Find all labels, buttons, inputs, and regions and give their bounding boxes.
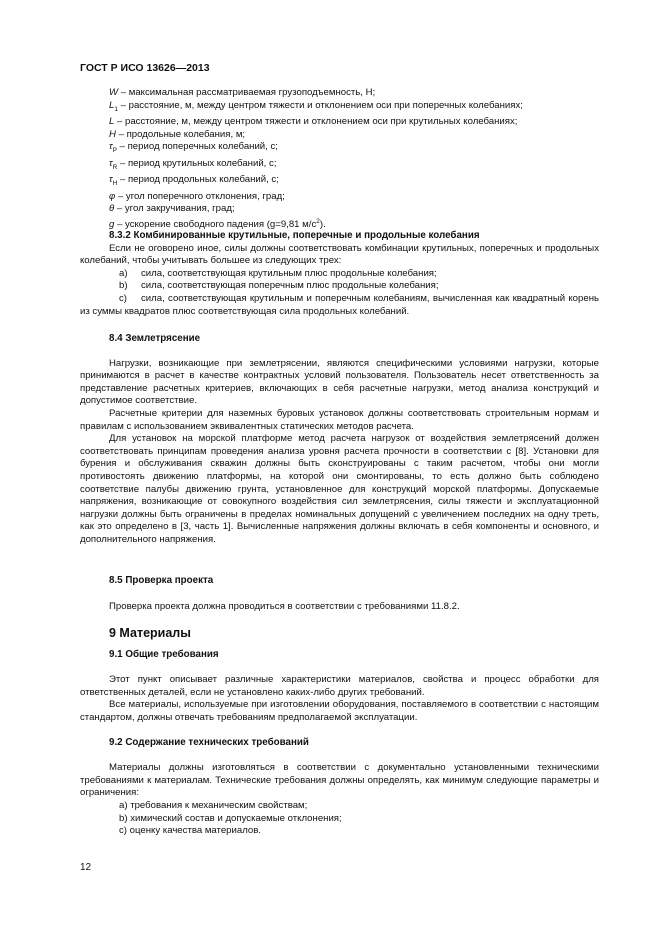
section-8-4 (80, 333, 599, 547)
variable-item: $\tau_H$ – период продольных колебаний, с; (109, 174, 279, 188)
paragraph: Материалы должны изготовляться в соответствии с документально установленными техническими требованиями к материалам. Технические требования должны определять, как минимум следующие параметры и ограничения: (80, 762, 599, 799)
variable-item: H – продольные колебания, м; (109, 128, 246, 140)
page-number: 12 (80, 862, 92, 873)
list-item: b) химический состав и допускаемые отклонения; (119, 812, 342, 824)
section-8-3-2 (80, 230, 599, 318)
list-item: b) сила, соответствующая поперечным плюс продольные колебания; (119, 280, 439, 292)
paragraph: Расчетные критерии для наземных буровых установок должны соответствовать строительным нормам и правилам с использованием эквивалентных статических методов расчета. (80, 407, 599, 432)
list-item: а) сила, соответствующая крутильным плюс продольные колебания; (119, 267, 437, 279)
paragraph: Проверка проекта должна проводиться в соответствии с требованиями 11.8.2. (109, 600, 460, 612)
variable-item: g – ускорение свободного падения (g=9,81 $м/с^2$). (109, 217, 326, 231)
variable-item: W – максимальная рассматриваемая грузоподъемность, Н; (109, 87, 376, 98)
paragraph: Если не оговорено иное, силы должны соответствовать комбинации крутильных, поперечных и продольных колебаний, чтобы учитывать большее из следующих трех: (80, 242, 599, 267)
list-item: c) оценку качества материалов. (119, 825, 262, 837)
section-heading: 8.5 Проверка проекта (109, 575, 214, 586)
paragraph: Этот пункт описывает различные характеристики материалов, свойства и процесс обработки для ответственных деталей, если не установлено каких-либо других требований. (80, 674, 599, 698)
section-heading: 8.4 Землетрясение (109, 333, 201, 344)
paragraph: Нагрузки, возникающие при землетрясении, являются специфическими условиями нагрузки, которые принимаются в расчет в качестве контрактных условий пользователя. Пользователь несет ответственность за представление расчетных критериев, включающих в себя расчетные нагрузки, метод анализа конструкций и допустимое соответствие. (80, 357, 599, 407)
paragraph: Все материалы, используемые при изготовлении оборудования, поставляемого в соответствии с настоящим стандартом, должны отвечать требованиям предполагаемой эксплуатации. (80, 699, 599, 723)
section-heading: 8.3.2 Комбинированные крутильные, поперечные и продольные колебания (109, 230, 480, 241)
section-8-5 (80, 575, 599, 613)
variable-item: L – расстояние, м, между центром тяжести и отклонением оси при крутильных колебаниях; (109, 116, 518, 128)
section-9 (80, 627, 599, 838)
variable-item: $\tau_P$ – период поперечных колебаний, с; (109, 141, 278, 155)
standard-header: ГОСТ Р ИСО 13626—2013 (80, 62, 210, 74)
list-item: а) требования к механическим свойствам; (119, 799, 308, 811)
variable-item: $L_1$ – расстояние, м, между центром тяжести и отклонением оси при поперечных колебаниях; (109, 99, 523, 113)
variable-item: θ – угол закручивания, град; (109, 203, 235, 215)
list-item: c) сила, соответствующая крутильным и поперечным колебаниям, вычисленная как квадратный корень из суммы квадратов плюс соответствующая сила продольных колебаний. (80, 292, 599, 317)
variable-item: $\tau_R$ – период крутильных колебаний, с; (109, 157, 277, 171)
section-heading: 9.2 Содержание технических требований (109, 736, 309, 748)
section-heading: 9.1 Общие требования (109, 648, 219, 660)
variable-list (80, 87, 599, 232)
chapter-heading: 9 Материалы (109, 626, 191, 640)
paragraph: Для установок на морской платформе метод расчета нагрузок от воздействия землетрясений должен соответствовать принципам проведения анализа уровня расчета прочности в соответствии с [8]. Установки для бурения и обслуживания скважин должны быть сконструированы с таким расчетом, чтобы они могли противостоять движению платформы, на которой они смонтированы, то есть должно быть соблюдено соответствие палубы движению грунта, установленное для конструкций морской платформы. Допускаемые напряжения, возникающие от совокупного воздействия сил землетрясения, силы тяжести и эксплуатационной нагрузки должны быть ограничены в пределах номинальных допущений с увеличением последних на одну треть, как это определено в [3, часть 1]. Вычисленные напряжения должны включать в себя компоненты и основного, и дополнительного напряжения. (80, 433, 599, 545)
variable-item: φ – угол поперечного отклонения, град; (109, 190, 285, 202)
